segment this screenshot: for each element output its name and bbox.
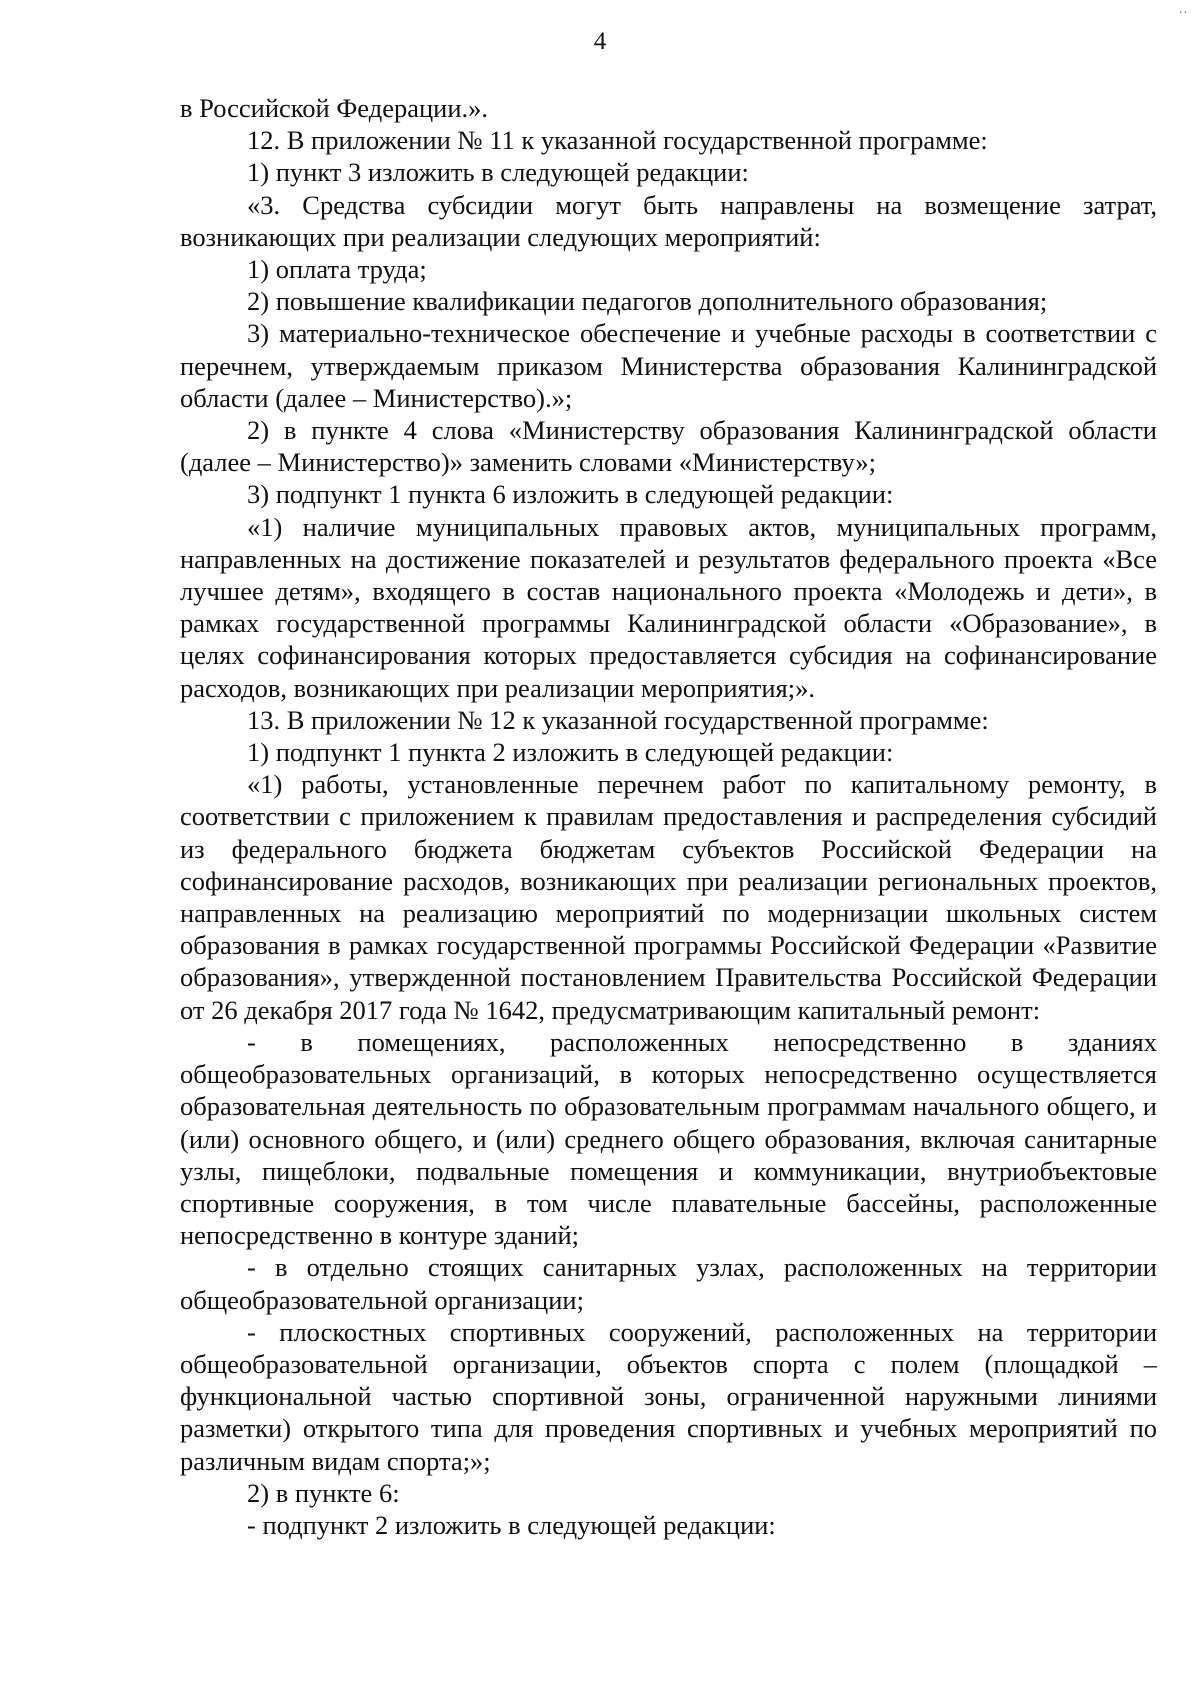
paragraph: 2) в пункте 6: — [247, 1477, 400, 1508]
paragraph-continuation: в Российской Федерации.». — [180, 93, 489, 123]
page-number: 4 — [593, 28, 607, 55]
paragraph: 1) оплата труда; — [247, 254, 427, 285]
paragraph-item-13: 13. В приложении № 12 к указанной государственной программе: — [247, 704, 989, 735]
paragraph: «1) работы, установленные перечнем работ по капитальному ремонту, в соответствии с приложением к правилам предоставления и распределения субсидий из федерального бюджета бюджетам субъектов Российской Федерации на софинансирование расходов, возникающих при реализации региональных проектов, направленных на реализацию мероприятий по модернизации школьных систем образования в рамках государственной программы Российской Федерации «Развитие образования», утвержденной постановлением Правительства Российской Федерации от 26 декабря 2017 года № 1642, предусматривающим капитальный ремонт: — [180, 769, 1157, 1025]
paragraph-item-12: 12. В приложении № 11 к указанной государственной программе: — [247, 125, 988, 156]
paragraph: «3. Средства субсидии могут быть направлены на возмещение затрат, возникающих при реализации следующих мероприятий: — [180, 189, 1157, 252]
paragraph: 1) подпункт 1 пункта 2 изложить в следующей редакции: — [247, 737, 894, 768]
bullet-paragraph: - в отдельно стоящих санитарных узлах, расположенных на территории общеобразовательной организации; — [180, 1252, 1157, 1315]
bullet-paragraph: - плоскостных спортивных сооружений, расположенных на территории общеобразовательной организации, объектов спорта с полем (площадкой – функциональной частью спортивной зоны, ограниченной наружными линиями разметки) открытого типа для проведения спортивных и учебных мероприятий по различным видам спорта;»; — [180, 1316, 1157, 1476]
paragraph: «1) наличие муниципальных правовых актов, муниципальных программ, направленных на достижение показателей и результатов федерального проекта «Все лучшее детям», входящего в состав национального проекта «Молодежь и дети», в рамках государственной программы Калининградской области «Образование», в целях софинансирования которых предоставляется субсидия на софинансирование расходов, возникающих при реализации мероприятия;». — [180, 511, 1157, 703]
paragraph: 1) пункт 3 изложить в следующей редакции: — [247, 157, 749, 188]
paragraph: 2) в пункте 4 слова «Министерству образования Калининградской области (далее – Министерство)» заменить словами «Министерству»; — [180, 415, 1157, 478]
corner-mark: .. — [1179, 2, 1188, 17]
bullet-paragraph: - в помещениях, расположенных непосредственно в зданиях общеобразовательных организаций, в которых непосредственно осуществляется образовательная деятельность по образовательным программам начального общего, и (или) основного общего, и (или) среднего общего образования, включая санитарные узлы, пищеблоки, подвальные помещения и коммуникации, внутриобъектовые спортивные сооружения, в том числе плавательные бассейны, расположенные непосредственно в контуре зданий; — [180, 1026, 1157, 1251]
paragraph: 3) подпункт 1 пункта 6 изложить в следующей редакции: — [247, 479, 894, 510]
paragraph: 3) материально-техническое обеспечение и учебные расходы в соответствии с перечнем, утверждаемым приказом Министерства образования Калининградской области (далее – Министерство).»; — [180, 318, 1157, 413]
paragraph: 2) повышение квалификации педагогов дополнительного образования; — [247, 286, 1048, 317]
bullet-paragraph: - подпункт 2 изложить в следующей редакции: — [247, 1509, 776, 1540]
document-body — [180, 92, 1157, 1541]
